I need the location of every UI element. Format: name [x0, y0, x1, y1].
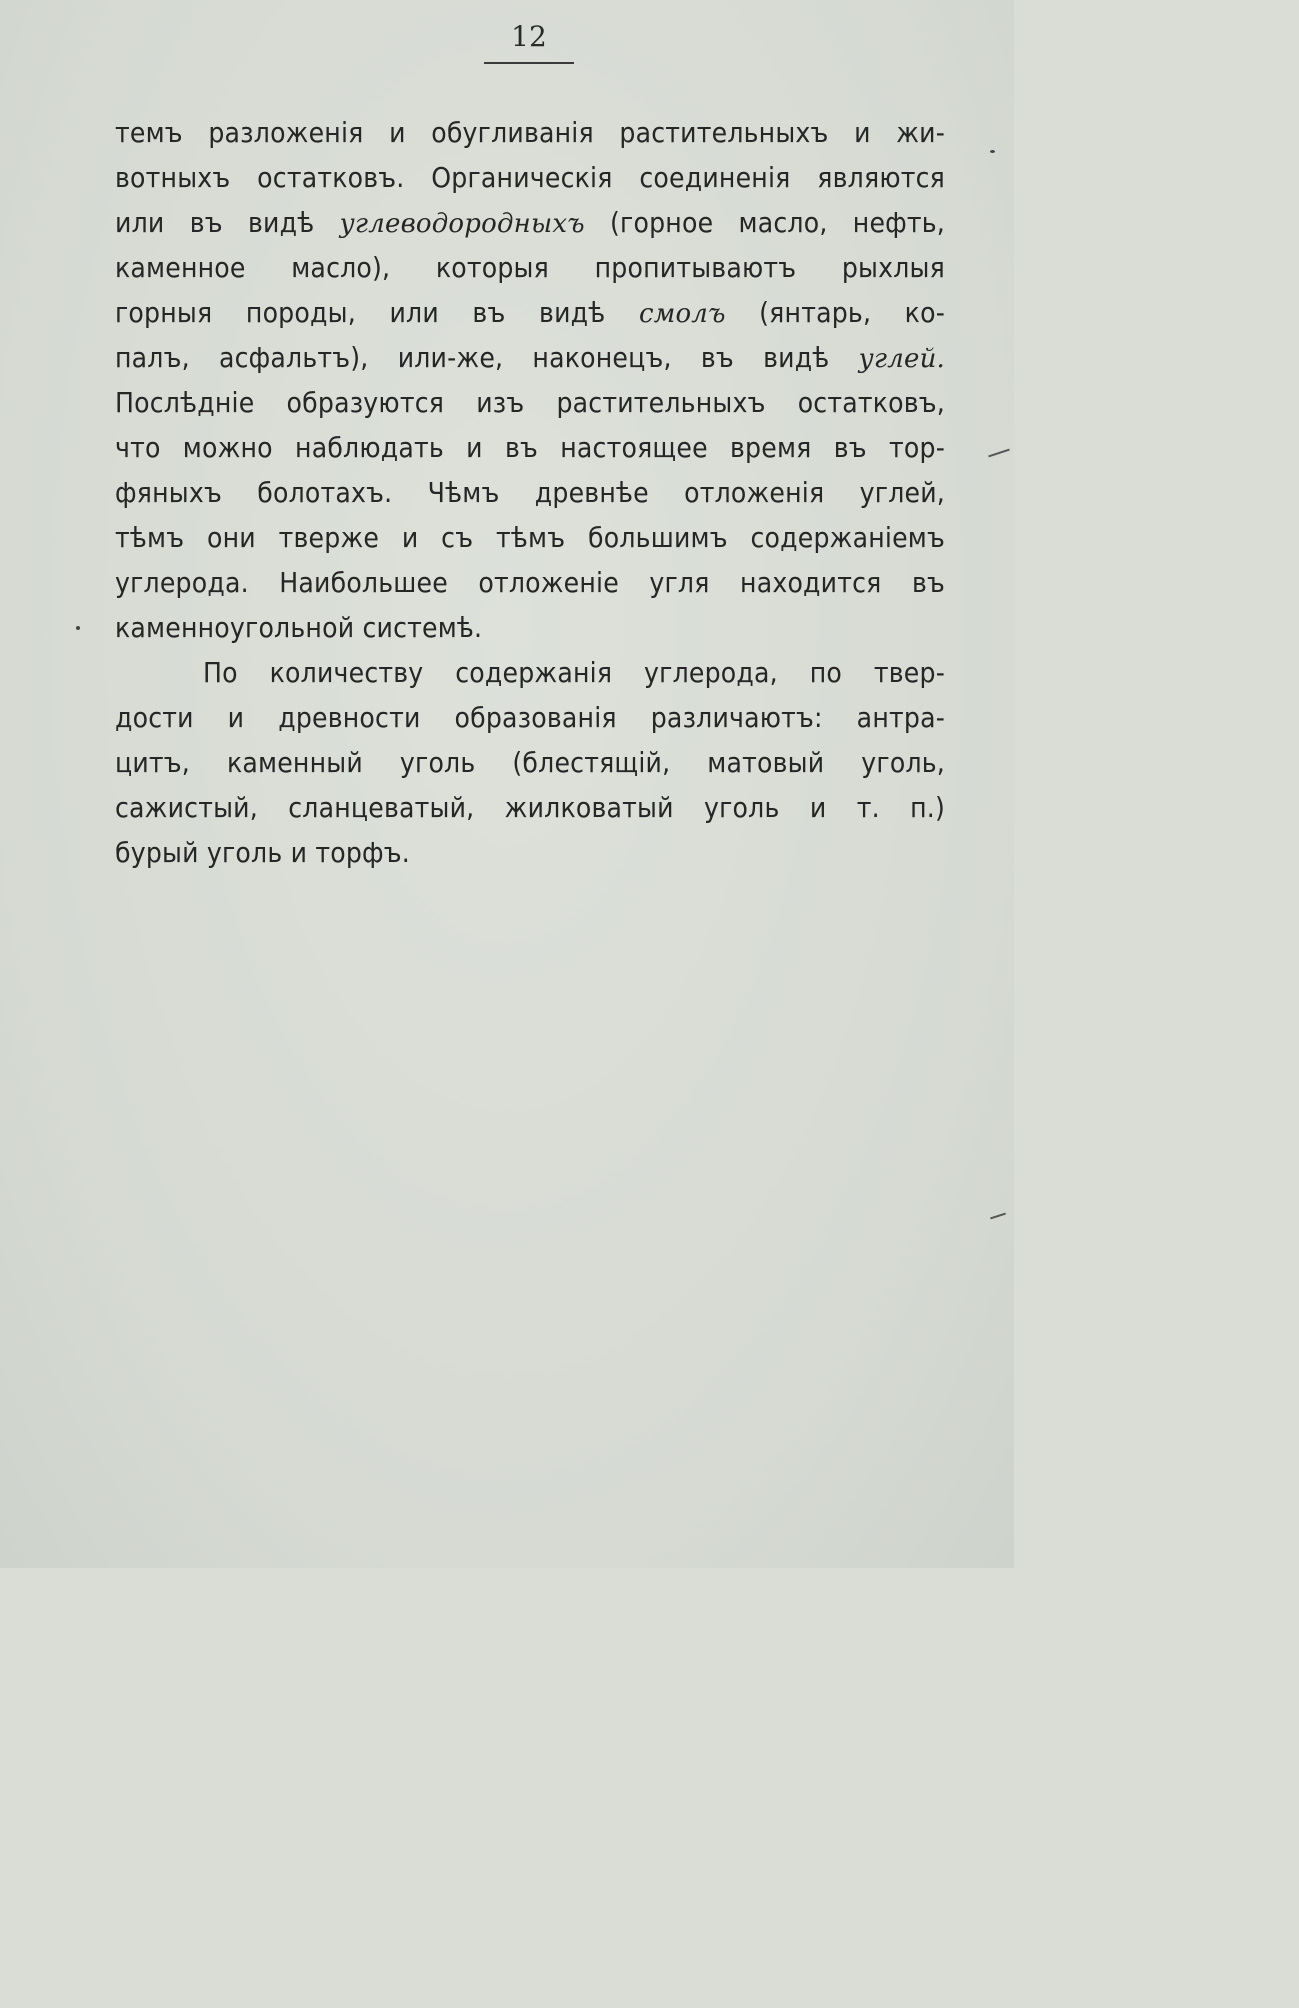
text-line: или въ видѣ углеводородныхъ (горное масло, нефть,: [115, 206, 946, 239]
text-line: каменноугольной системѣ.: [115, 611, 483, 644]
text-line: углерода. Наибольшее отложеніе угля находится въ: [115, 566, 945, 599]
italic-term: углеводородныхъ: [339, 209, 585, 239]
page-number-rule: [484, 62, 574, 64]
text-line: темъ разложенія и обугливанія растительныхъ и жи-: [115, 116, 945, 149]
text-line: тѣмъ они тверже и съ тѣмъ большимъ содержаніемъ: [115, 521, 945, 554]
margin-mark: [988, 449, 1010, 458]
text-line: цитъ, каменный уголь (блестящій, матовый уголь,: [115, 746, 945, 779]
text-line: По количеству содержанія углерода, по твер-: [203, 656, 945, 689]
text-line: Послѣдніе образуются изъ растительныхъ остатковъ,: [115, 386, 945, 419]
page-number: 12: [511, 20, 547, 53]
text-line: сажистый, сланцеватый, жилковатый уголь и т. п.): [115, 791, 945, 824]
italic-term: углей.: [858, 344, 945, 374]
text-line: горныя породы, или въ видѣ смолъ (янтарь, ко-: [115, 296, 946, 329]
scan-speck: [990, 150, 995, 153]
text-line: бурый уголь и торфъ.: [115, 836, 410, 869]
margin-mark: [990, 1213, 1006, 1220]
text-line: фяныхъ болотахъ. Чѣмъ древнѣе отложенія углей,: [115, 476, 945, 509]
text-line: каменное масло), которыя пропитываютъ рыхлыя: [115, 251, 945, 284]
text-line: что можно наблюдать и въ настоящее время въ тор-: [115, 431, 945, 464]
text-line: дости и древности образованія различаютъ: антра-: [115, 701, 945, 734]
italic-term: смолъ: [638, 299, 726, 329]
text-line: вотныхъ остатковъ. Органическія соединенія являются: [115, 161, 945, 194]
body-text: [115, 110, 945, 875]
scan-speck: [76, 626, 80, 630]
text-line: палъ, асфальтъ), или-же, наконецъ, въ видѣ углей.: [115, 341, 945, 374]
